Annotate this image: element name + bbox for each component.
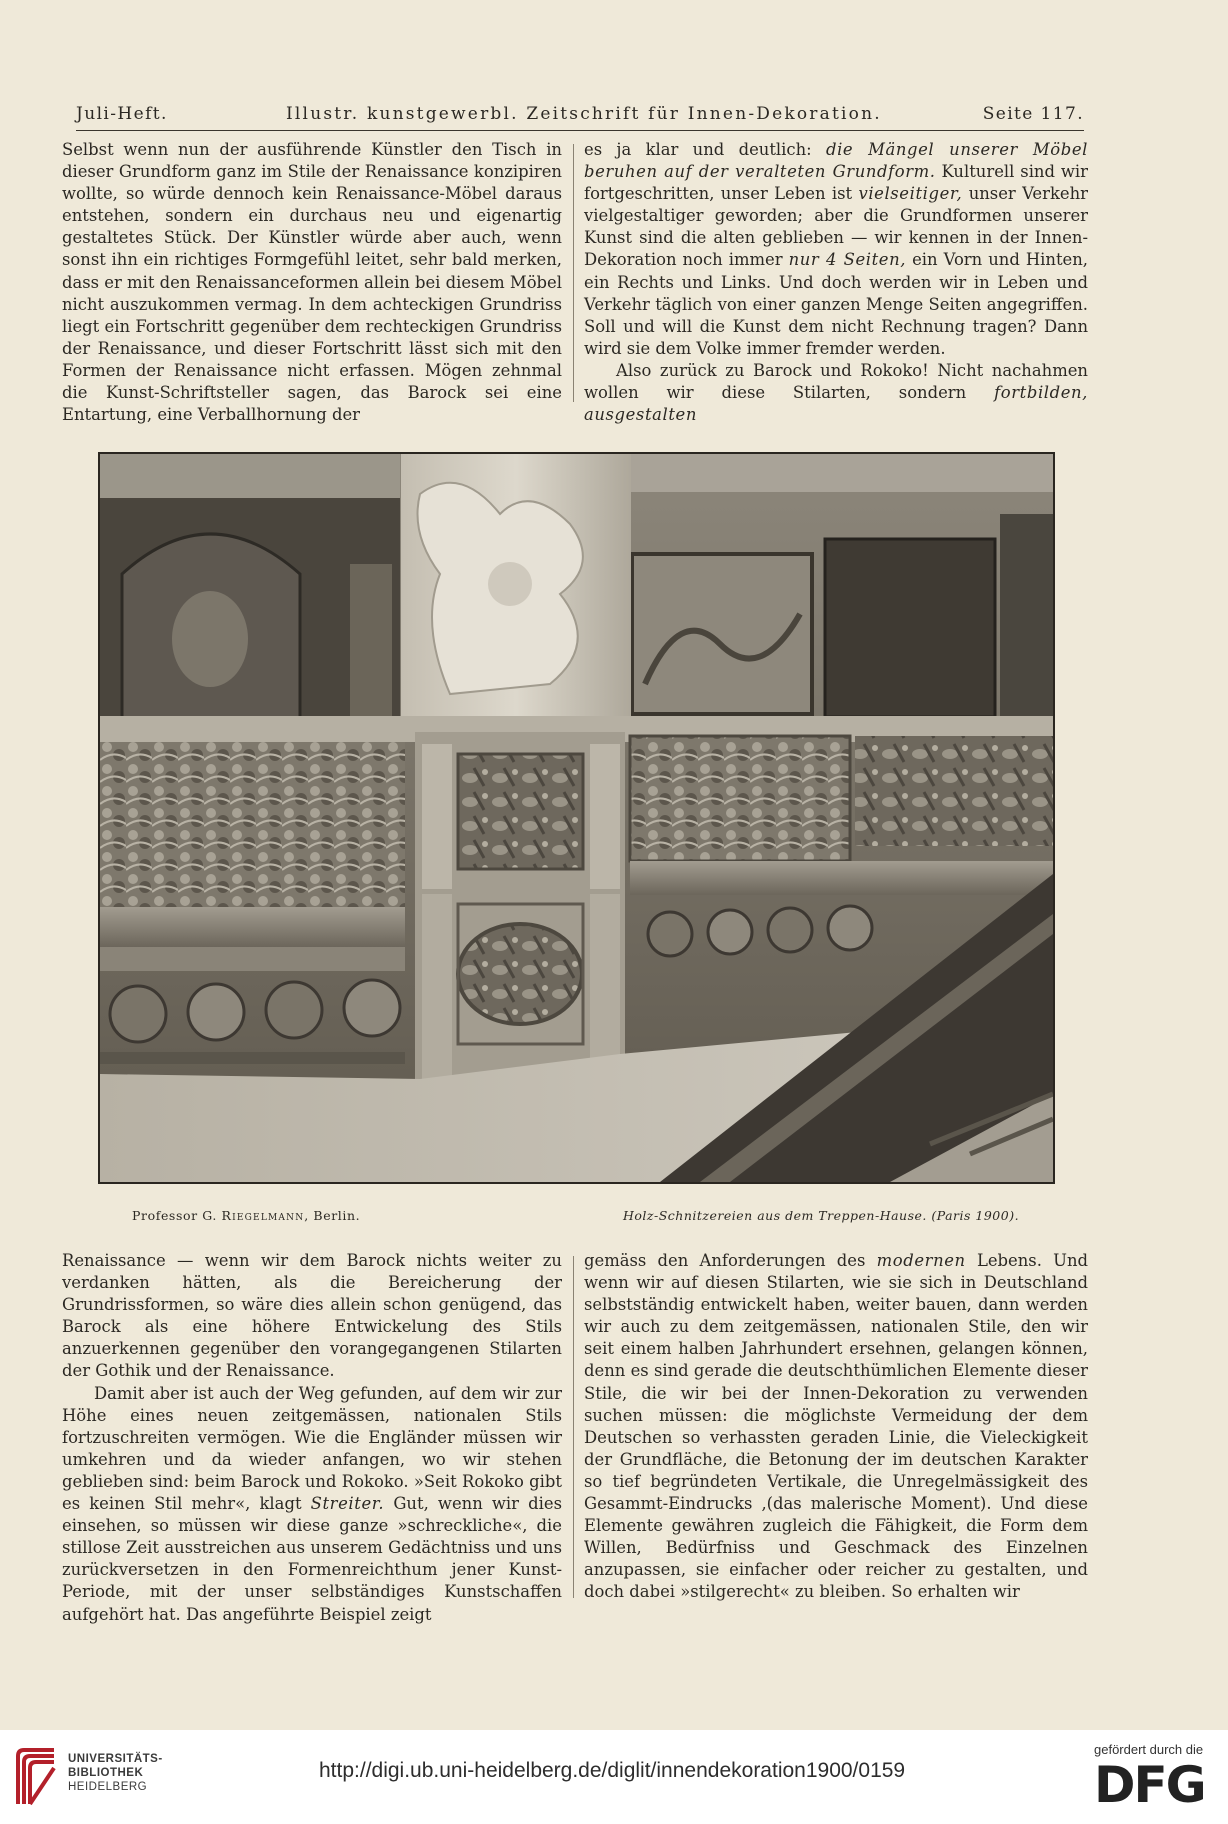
issue-label: Juli-Heft. xyxy=(76,104,168,124)
paragraph: gemäss den Anforderungen des modernen Lebens. Und wenn wir auf diesen Stilarten, wie sie sich in Deutschland selbstständig entwickelt haben, weiter bauen, dann werden wir auch zu dem zeitgemässen, nationalen Stile, den wir seit einem halben Jahrhundert ersehnen, gelangen können, denn es sind gerade die deutschthümlichen Elemente dieser Stile, die wir bei der Innen-Dekoration zu verwenden suchen müssen: die möglichste Vermeidung der dem Deutschen so verhassten geraden Linie, die Vieleckigkeit der Grundfläche, die Betonung der im deutschen Karakter so tief begründeten Vertikale, die Unregelmässigkeit des Gesammt-Eindrucks ‚(das malerische Moment). Und diese Elemente gewähren zugleich die Fähigkeit, die Form dem Willen, Bedürfniss und Geschmack des Einzelnen anzupassen, sie einfacher oder reicher zu gestalten, und doch dabei »stilgerecht« zu bleiben. So erhalten wir xyxy=(584,1251,1088,1602)
paragraph: Damit aber ist auch der Weg gefunden, auf dem wir zur Höhe eines neuen zeitgemässen, nationalen Stils fortzuschreiten vermögen. Wie die Engländer müssen wir umkehren und da wieder anfangen, wo wir stehen geblieben sind: beim Barock und Rokoko. »Seit Rokoko gibt es keinen Stil mehr«, klagt Streiter. Gut, wenn wir dies einsehen, so müssen wir diese ganze »schreckliche«, die stillose Zeit ausstreichen aus unserem Gedächtniss und uns zurückversetzen in den Formenreichthum jener Kunst-Periode, mit der unser selbständiges Kunstschaffen aufgehört hat. Das angeführte Beispiel zeigt xyxy=(62,1383,562,1624)
column-rule xyxy=(573,144,574,402)
dfg-logo: DFG xyxy=(1094,1756,1205,1814)
text-column-bottom-left xyxy=(62,1250,562,1626)
paragraph: Renaissance — wenn wir dem Barock nichts weiter zu verdanken hätten, als die Bereicherung der Grundrissformen, so wäre dies allein schon genügend, das Barock als eine höhere Entwickelung des Stils anzuerkennen gegenüber den vorangegangenen Stilarten der Gothik und der Renaissance. xyxy=(62,1251,562,1381)
paragraph: Also zurück zu Barock und Rokoko! Nicht nachahmen wollen wir diese Stilarten, sondern fortbilden, ausgestalten xyxy=(584,360,1088,425)
staircase-photograph xyxy=(98,452,1055,1184)
emphasis: Streiter. xyxy=(310,1494,385,1514)
emphasis: modernen xyxy=(876,1251,966,1270)
paragraph: es ja klar und deutlich: die Mängel unserer Möbel beruhen auf der veralteten Grundform. Kulturell sind wir fortgeschritten, unser Leben ist vielseitiger, unser Verkehr vielgestaltiger geworden; aber die Grundformen unserer Kunst sind die alten geblieben — wir kennen in der Innen-Dekoration noch immer nur 4 Seiten, ein Vorn und Hinten, ein Rechts und Links. Und doch werden wir in Leben und Verkehr täglich von einer ganzen Menge Seiten angegriffen. Soll und will die Kunst dem nicht Rechnung tragen? Dann wird sie dem Volke immer fremder werden. xyxy=(584,140,1088,358)
library-name: UNIVERSITÄTS- BIBLIOTHEK HEIDELBERG xyxy=(68,1753,163,1793)
staircase-carving-image xyxy=(100,454,1053,1182)
artist-name: Riegelmann xyxy=(221,1208,305,1223)
text-column-top-right xyxy=(584,139,1088,426)
university-library-logo xyxy=(14,1746,58,1808)
text-column-top-left xyxy=(62,139,562,426)
journal-title: Illustr. kunstgewerbl. Zeitschrift für Innen-Dekoration. xyxy=(286,104,882,124)
photo-credit: Professor G. Riegelmann, Berlin. xyxy=(132,1208,361,1223)
running-header xyxy=(76,100,1084,131)
emphasis: nur 4 Seiten, xyxy=(788,250,907,270)
text-column-bottom-right xyxy=(584,1250,1088,1604)
emphasis: vielseitiger, xyxy=(858,184,963,204)
column-rule xyxy=(573,1256,574,1598)
emphasis: fortbilden, ausgestalten xyxy=(584,383,1088,425)
photo-caption: Holz-Schnitzereien aus dem Treppen-Hause. (Paris 1900). xyxy=(623,1208,1020,1223)
page-number: Seite 117. xyxy=(982,104,1084,124)
emphasis: die Mängel unserer Möbel beruhen auf der veralteten Grundform. xyxy=(584,140,1088,182)
paragraph: Selbst wenn nun der ausführende Künstler den Tisch in dieser Grundform ganz im Stile der Renaissance konzipiren wollte, so würde dennoch kein Renaissance-Möbel daraus entstehen, sondern ein durchaus neu und eigenartig gestaltetes Stück. Der Künstler würde aber auch, wenn sonst ihn ein richtiges Formgefühl leitet, sehr bald merken, dass er mit den Renaissanceformen allein bei diesem Möbel nicht auszukommen vermag. In dem achteckigen Grundriss liegt ein Fortschritt gegenüber dem rechteckigen Grundriss der Renaissance, und dieser Fortschritt lässt sich mit den Formen der Renaissance nicht erfassen. Mögen zehnmal die Kunst-Schriftsteller sagen, das Barock sei eine Entartung, eine Verballhornung der xyxy=(62,140,562,425)
funding-label: gefördert durch die xyxy=(1094,1742,1204,1757)
digitization-footer xyxy=(0,1730,1228,1824)
digital-library-url[interactable]: http://digi.ub.uni-heidelberg.de/diglit/innendekoration1900/0159 xyxy=(319,1759,906,1782)
